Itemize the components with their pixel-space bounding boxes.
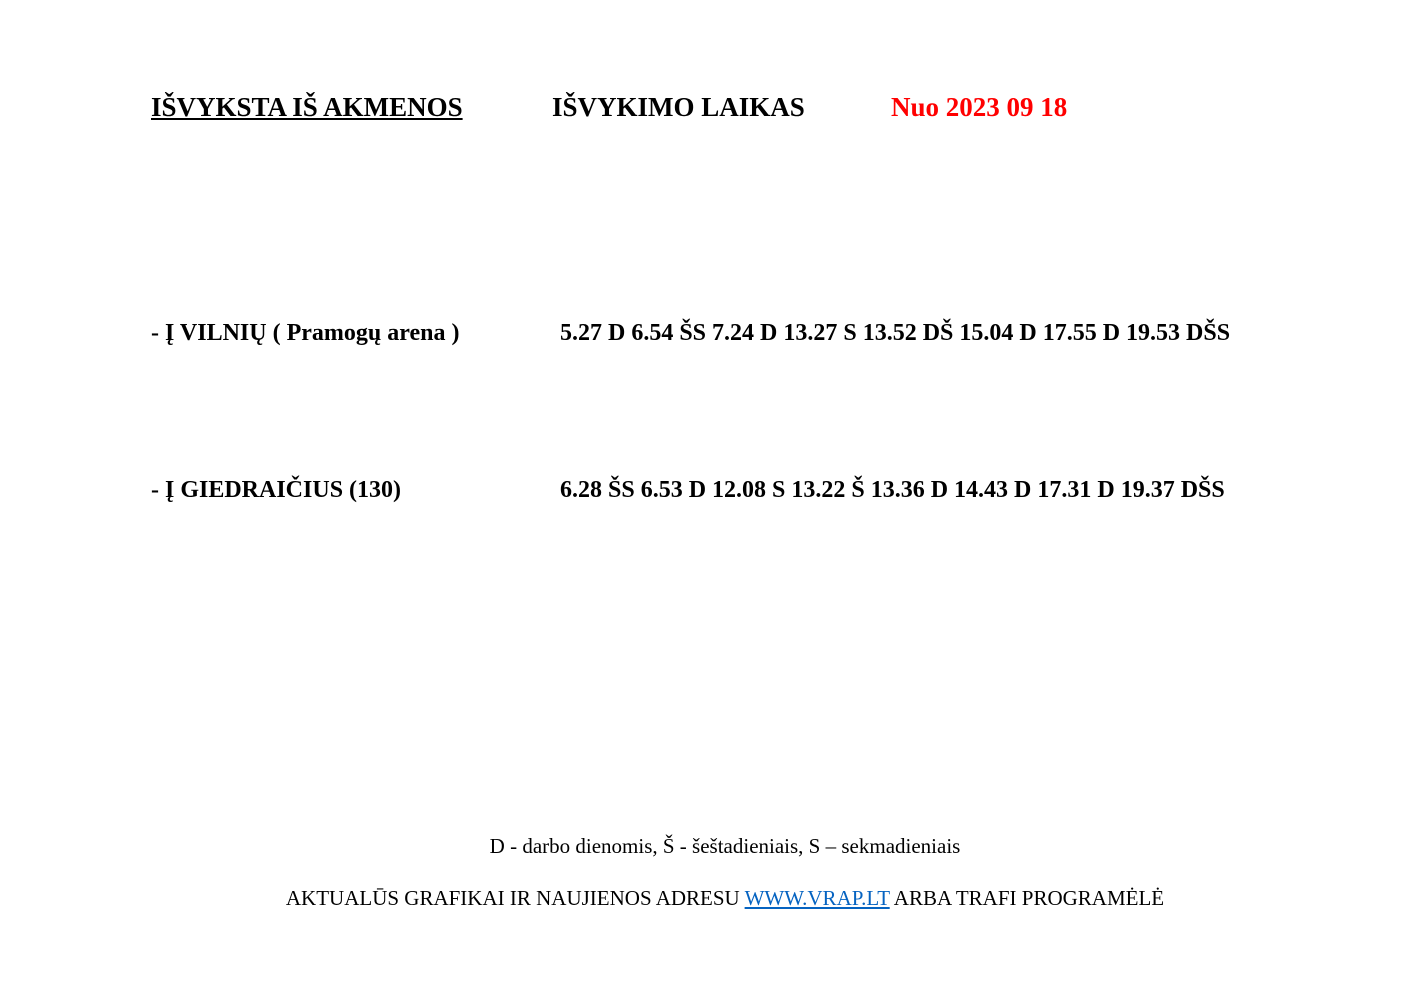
valid-from-date: Nuo 2023 09 18: [891, 92, 1068, 122]
route-departure-times: 5.27 D 6.54 ŠS 7.24 D 13.27 S 13.52 DŠ 15.04 D 17.55 D 19.53 DŠS: [560, 320, 1231, 346]
route-destination: - Į GIEDRAIČIUS (130): [151, 477, 402, 503]
route-destination: - Į VILNIŲ ( Pramogų arena ): [151, 320, 460, 346]
legend-text: D - darbo dienomis, Š - šeštadieniais, S – sekmadieniais: [489, 834, 961, 858]
footer-note: [0, 886, 1403, 911]
origin-title: IŠVYKSTA IŠ AKMENOS: [151, 92, 463, 122]
departure-time-label: IŠVYKIMO LAIKAS: [552, 92, 805, 122]
route-departure-times: 6.28 ŠS 6.53 D 12.08 S 13.22 Š 13.36 D 14.43 D 17.31 D 19.37 DŠS: [560, 477, 1225, 503]
footer-prefix: AKTUALŪS GRAFIKAI IR NAUJIENOS ADRESU: [285, 886, 740, 910]
website-link[interactable]: WWW.VRAP.LT: [744, 886, 890, 910]
footer-suffix: ARBA TRAFI PROGRAMĖLĖ: [893, 886, 1165, 910]
